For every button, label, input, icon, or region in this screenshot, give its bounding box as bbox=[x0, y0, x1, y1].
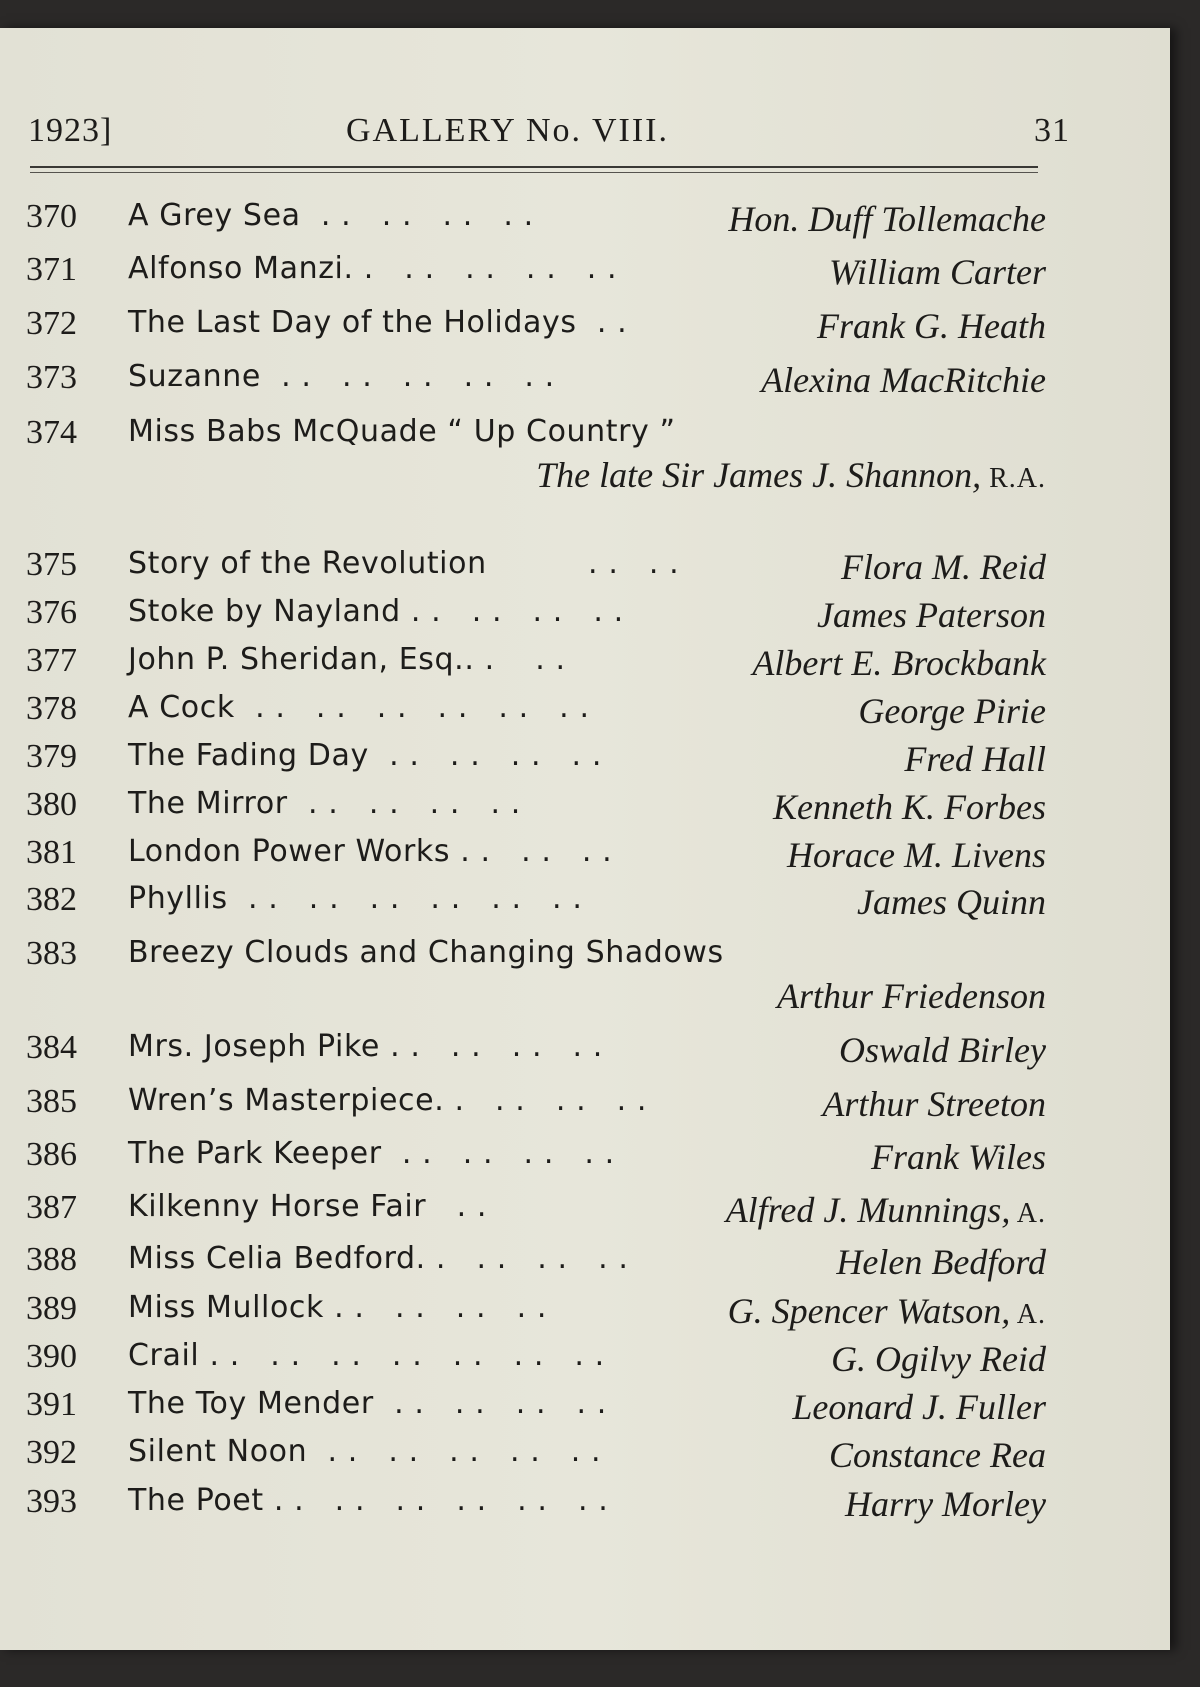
catalogue-entry bbox=[26, 1189, 1046, 1235]
dot-leader: . . . . . . bbox=[450, 834, 613, 869]
catalogue-entry bbox=[26, 834, 1046, 880]
entry-number: 370 bbox=[26, 198, 77, 235]
dot-leader: . . bbox=[576, 305, 628, 340]
catalogue-entry bbox=[26, 1136, 1046, 1182]
entry-number: 387 bbox=[26, 1189, 77, 1226]
dot-leader: . . . . . . . . bbox=[400, 594, 624, 629]
title-text: Phyllis bbox=[128, 881, 228, 916]
title-text: Miss Mullock bbox=[128, 1290, 325, 1325]
entry-title bbox=[128, 594, 624, 629]
entry-artist: William Carter bbox=[828, 252, 1046, 292]
catalogue-entry bbox=[26, 881, 1046, 927]
title-text: The Poet bbox=[128, 1483, 264, 1518]
dot-leader: . . . . . . . . . . . . bbox=[234, 690, 590, 725]
entry-artist: James Paterson bbox=[817, 595, 1046, 635]
entry-number: 391 bbox=[26, 1386, 77, 1423]
entry-number: 381 bbox=[26, 834, 77, 871]
entry-number: 376 bbox=[26, 594, 77, 631]
entry-artist: Hon. Duff Tollemache bbox=[728, 199, 1046, 239]
entry-title bbox=[128, 642, 566, 677]
entry-title bbox=[128, 786, 521, 821]
catalogue-entry bbox=[26, 1483, 1046, 1529]
entry-title bbox=[128, 881, 582, 916]
entry-artist: Frank Wiles bbox=[871, 1137, 1046, 1177]
header-page-number: 31 bbox=[1034, 112, 1070, 149]
entry-number: 384 bbox=[26, 1029, 77, 1066]
title-text: The Mirror bbox=[128, 786, 288, 821]
entry-number: 390 bbox=[26, 1338, 77, 1375]
entry-number: 380 bbox=[26, 786, 77, 823]
catalogue-entry bbox=[26, 1241, 1046, 1287]
entry-title bbox=[128, 1083, 647, 1118]
catalogue-entry bbox=[26, 690, 1046, 736]
entry-artist bbox=[536, 454, 1046, 496]
entry-title bbox=[128, 834, 612, 869]
entry-title bbox=[128, 1434, 601, 1469]
title-text: The Park Keeper bbox=[128, 1136, 382, 1171]
title-text: A Grey Sea bbox=[128, 198, 301, 233]
catalogue-entry bbox=[26, 786, 1046, 832]
entry-number: 371 bbox=[26, 251, 77, 288]
title-text: The Last Day of the Holidays bbox=[128, 305, 577, 340]
entry-title bbox=[128, 1290, 547, 1325]
entry-artist bbox=[726, 1189, 1046, 1231]
title-text: Kilkenny Horse Fair bbox=[128, 1189, 427, 1224]
header-year: 1923] bbox=[28, 112, 113, 149]
entry-artist: Harry Morley bbox=[845, 1484, 1046, 1524]
entry-number: 392 bbox=[26, 1434, 77, 1471]
dot-leader: . . . . bbox=[464, 642, 566, 677]
entry-artist: George Pirie bbox=[858, 691, 1046, 731]
entry-number: 373 bbox=[26, 359, 77, 396]
catalogue-entry bbox=[26, 1434, 1046, 1480]
entry-number: 377 bbox=[26, 642, 77, 679]
header-title: GALLERY No. VIII. bbox=[346, 112, 669, 149]
dot-leader: . . . . . . . . bbox=[434, 1083, 648, 1118]
catalogue-entry bbox=[26, 414, 1046, 495]
entry-number: 388 bbox=[26, 1241, 77, 1278]
entry-title bbox=[128, 1483, 608, 1518]
entry-artist: Arthur Friedenson bbox=[777, 976, 1046, 1016]
entry-title bbox=[128, 1189, 487, 1224]
entry-title bbox=[128, 414, 676, 449]
entry-title bbox=[128, 251, 617, 286]
dot-leader: . . . . . . . . bbox=[287, 786, 521, 821]
entry-artist: Alexina MacRitchie bbox=[761, 360, 1046, 400]
entry-number: 374 bbox=[26, 414, 77, 451]
entry-title bbox=[128, 1136, 615, 1171]
entry-title bbox=[128, 690, 590, 725]
entry-number: 382 bbox=[26, 881, 77, 918]
catalogue-entry bbox=[26, 594, 1046, 640]
artist-name: Alfred J. Munnings, bbox=[725, 1190, 1011, 1230]
catalogue-entry bbox=[26, 359, 1046, 405]
header-rule-thick bbox=[30, 166, 1038, 168]
entry-number: 389 bbox=[26, 1290, 77, 1327]
catalogue-entry bbox=[26, 935, 1046, 1016]
title-text: The Toy Mender bbox=[128, 1386, 374, 1421]
dot-leader: . . . . . . . . . . bbox=[343, 251, 618, 286]
dot-leader: . . . . . . . . bbox=[379, 1029, 603, 1064]
entry-artist: James Quinn bbox=[857, 882, 1046, 922]
title-text: Miss Babs McQuade “ Up Country ” bbox=[128, 414, 676, 449]
title-text: Crail bbox=[128, 1338, 200, 1373]
entry-title bbox=[128, 1241, 629, 1276]
entry-artist bbox=[728, 1290, 1046, 1332]
entry-number: 385 bbox=[26, 1083, 77, 1120]
entry-artist: Leonard J. Fuller bbox=[792, 1387, 1046, 1427]
dot-leader: . . . . . . . . bbox=[373, 1386, 607, 1421]
dot-leader: . . . . bbox=[486, 546, 680, 581]
dot-leader: . . . . . . . . . . . . bbox=[227, 881, 583, 916]
title-text: Wren’s Masterpiece bbox=[128, 1083, 435, 1118]
catalogue-entry bbox=[26, 546, 1046, 592]
entry-number: 372 bbox=[26, 305, 77, 342]
artist-name: G. Spencer Watson, bbox=[727, 1291, 1011, 1331]
dot-leader: . . . . . . . . . . bbox=[307, 1434, 602, 1469]
title-text: Story of the Revolution bbox=[128, 546, 487, 581]
dot-leader: . . . . . . . . bbox=[368, 738, 602, 773]
catalogue-page bbox=[0, 28, 1170, 1650]
dot-leader: . . . . . . . . bbox=[415, 1241, 629, 1276]
dot-leader: . . . . . . . . bbox=[324, 1290, 548, 1325]
header-rule-thin bbox=[30, 172, 1038, 173]
catalogue-entry bbox=[26, 1338, 1046, 1384]
entry-artist: Arthur Streeton bbox=[822, 1084, 1046, 1124]
entry-artist: G. Ogilvy Reid bbox=[831, 1339, 1046, 1379]
title-text: A Cock bbox=[128, 690, 235, 725]
entry-title bbox=[128, 359, 555, 394]
title-text: John P. Sheridan, Esq. bbox=[128, 642, 465, 677]
entry-number: 379 bbox=[26, 738, 77, 775]
entry-number: 378 bbox=[26, 690, 77, 727]
entry-title bbox=[128, 546, 679, 581]
entry-title bbox=[128, 198, 534, 233]
artist-suffix: A. bbox=[1010, 1299, 1046, 1330]
entry-title bbox=[128, 1029, 603, 1064]
catalogue-entry bbox=[26, 1290, 1046, 1336]
dot-leader: . . . . . . . . . . . . bbox=[263, 1483, 609, 1518]
catalogue-entry bbox=[26, 305, 1046, 351]
title-text: Miss Celia Bedford bbox=[128, 1241, 416, 1276]
entry-artist: Kenneth K. Forbes bbox=[773, 787, 1046, 827]
entry-title bbox=[128, 935, 724, 970]
page-header bbox=[28, 112, 1070, 156]
title-text: The Fading Day bbox=[128, 738, 369, 773]
catalogue-entry bbox=[26, 198, 1046, 244]
title-text: Silent Noon bbox=[128, 1434, 308, 1469]
entry-artist: Flora M. Reid bbox=[841, 547, 1046, 587]
entry-artist: Albert E. Brockbank bbox=[752, 643, 1046, 683]
entry-number: 375 bbox=[26, 546, 77, 583]
title-text: Stoke by Nayland bbox=[128, 594, 401, 629]
title-text: Suzanne bbox=[128, 359, 261, 394]
entry-artist: Frank G. Heath bbox=[817, 306, 1046, 346]
artist-name: The late Sir James J. Shannon, bbox=[536, 455, 982, 495]
catalogue-entry bbox=[26, 251, 1046, 297]
entry-title bbox=[128, 305, 627, 340]
artist-suffix: A. bbox=[1010, 1198, 1046, 1229]
entry-artist: Constance Rea bbox=[829, 1435, 1046, 1475]
dot-leader: . . . . . . . . bbox=[300, 198, 534, 233]
entry-artist: Helen Bedford bbox=[836, 1242, 1046, 1282]
title-text: Alfonso Manzi bbox=[128, 251, 344, 286]
entry-number: 393 bbox=[26, 1483, 77, 1520]
title-text: Breezy Clouds and Changing Shadows bbox=[128, 935, 724, 970]
dot-leader: . . bbox=[426, 1189, 488, 1224]
catalogue-entry bbox=[26, 1029, 1046, 1075]
entry-title bbox=[128, 1338, 605, 1373]
dot-leader: . . . . . . . . . . . . . . bbox=[199, 1338, 605, 1373]
entry-artist: Horace M. Livens bbox=[787, 835, 1046, 875]
catalogue-entry bbox=[26, 738, 1046, 784]
entry-number: 386 bbox=[26, 1136, 77, 1173]
title-text: London Power Works bbox=[128, 834, 451, 869]
catalogue-entry bbox=[26, 1386, 1046, 1432]
catalogue-entry bbox=[26, 642, 1046, 688]
entry-title bbox=[128, 738, 602, 773]
entry-artist: Fred Hall bbox=[904, 739, 1046, 779]
artist-suffix: R.A. bbox=[981, 463, 1046, 494]
entry-number: 383 bbox=[26, 935, 77, 972]
entry-artist: Oswald Birley bbox=[839, 1030, 1046, 1070]
dot-leader: . . . . . . . . . . bbox=[260, 359, 555, 394]
title-text: Mrs. Joseph Pike bbox=[128, 1029, 380, 1064]
entry-title bbox=[128, 1386, 607, 1421]
dot-leader: . . . . . . . . bbox=[381, 1136, 615, 1171]
catalogue-entry bbox=[26, 1083, 1046, 1129]
